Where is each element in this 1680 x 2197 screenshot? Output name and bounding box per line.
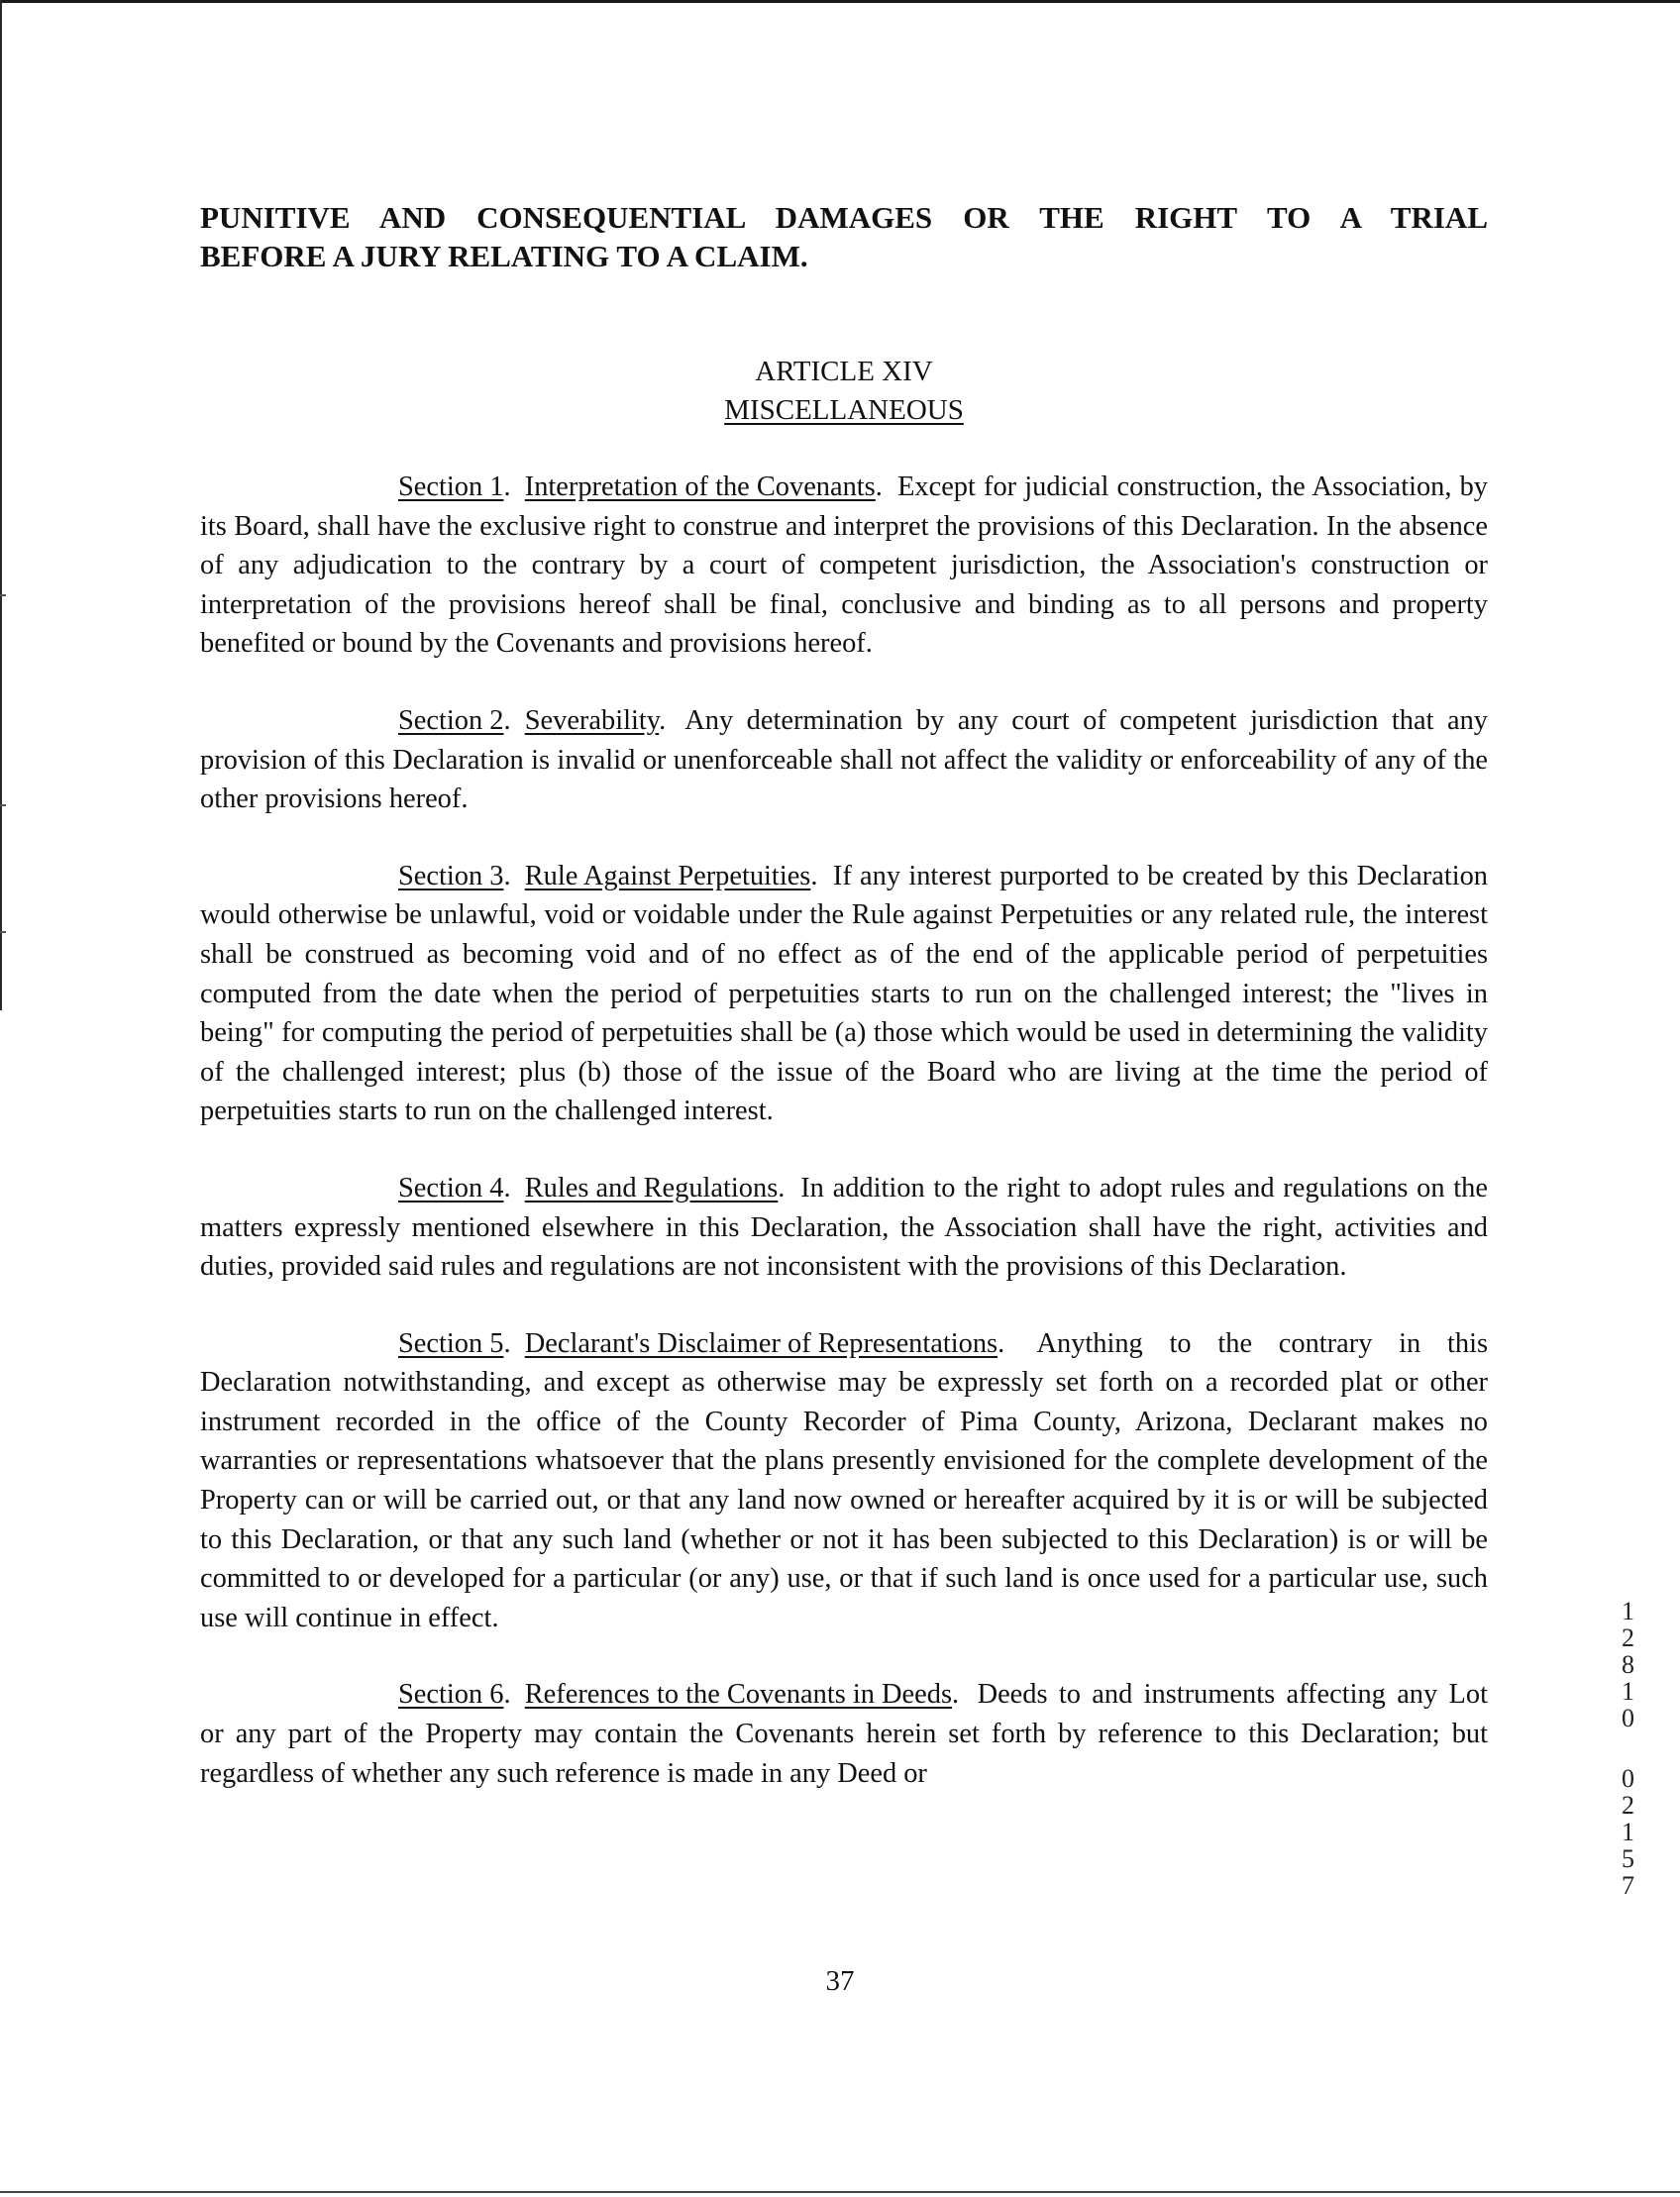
- stamp-page: 02157: [1614, 1763, 1642, 1898]
- document-page: [200, 198, 1488, 1793]
- heading-line-1: PUNITIVE AND CONSEQUENTIAL DAMAGES OR THE RIGHT TO A TRIAL: [200, 200, 1488, 235]
- scan-border-left: [0, 0, 2, 1010]
- section-1: Section 1. Interpretation of the Covenants. Except for judicial construction, the Association, by its Board, shall have the exclusive right to construe and interpret the provisions of this Declaration. In the absence of any adjudication to the contrary by a court of competent jurisdiction, the Association's construction or interpretation of the provisions hereof shall be final, conclusive and binding as to all persons and property benefited or bound by the Covenants and provisions hereof.: [200, 471, 1488, 660]
- section-label: Section 2: [398, 704, 504, 736]
- continued-heading: [200, 198, 1488, 275]
- section-title: Rule Against Perpetuities: [524, 860, 811, 891]
- section-label: Section 1: [398, 471, 504, 502]
- sections-list: [200, 468, 1488, 1793]
- page-number: 37: [825, 1965, 855, 1997]
- stamp-docket: 12810: [1614, 1596, 1642, 1730]
- scan-mark: [0, 594, 6, 596]
- section-body: Any determination by any court of competent jurisdiction that any provision of this Declaration is invalid or unenforceable shall not affect the validity or enforceability of any of the other provisions hereof.: [200, 704, 1488, 815]
- section-4: Section 4. Rules and Regulations. In addition to the right to adopt rules and regulations on the matters expressly mentioned elsewhere in this Declaration, the Association shall have the right, activities and duties, provided said rules and regulations are not inconsistent with the provisions of this Declaration.: [200, 1172, 1488, 1283]
- section-title: Interpretation of the Covenants: [524, 471, 876, 502]
- section-body: Except for judicial construction, the Association, by its Board, shall have the exclusive right to construe and interpret the provisions of this Declaration. In the absence of any adjudication to the contrary by a court of competent jurisdiction, the Association's construction or interpretation of the provisions hereof shall be final, conclusive and binding as to all persons and property benefited or bound by the Covenants and provisions hereof.: [200, 471, 1488, 660]
- section-body: If any interest purported to be created by this Declaration would otherwise be unlawful, void or voidable under the Rule against Perpetuities or any related rule, the interest shall be construed as becoming void and of no effect as of the end of the applicable period of perpetuities computed from the date when the period of perpetuities starts to run on the challenged interest; the "lives in being" for computing the period of perpetuities shall be (a) those which would be used in determining the validity of the challenged interest; plus (b) those of the issue of the Board who are living at the time the period of perpetuities starts to run on the challenged interest.: [200, 860, 1488, 1127]
- section-label: Section 3: [398, 860, 504, 891]
- scan-border-top: [0, 0, 1680, 3]
- section-body: In addition to the right to adopt rules and regulations on the matters expressly mentioned elsewhere in this Declaration, the Association shall have the right, activities and duties, provided said rules and regulations are not inconsistent with the provisions of this Declaration.: [200, 1172, 1488, 1283]
- section-title: References to the Covenants in Deeds: [524, 1679, 952, 1711]
- scan-border-bottom: [0, 2191, 1680, 2193]
- scan-mark: [0, 931, 6, 933]
- section-title: Declarant's Disclaimer of Representations: [524, 1327, 998, 1359]
- scan-mark: [0, 804, 6, 806]
- article-title: MISCELLANEOUS: [724, 394, 964, 426]
- section-label: Section 6: [398, 1679, 504, 1711]
- section-title: Severability: [524, 704, 660, 736]
- section-label: Section 5: [398, 1327, 504, 1359]
- section-label: Section 4: [398, 1172, 504, 1203]
- section-5: Section 5. Declarant's Disclaimer of Representations. Anything to the contrary in this Declaration notwithstanding, and except as otherwise may be expressly set forth on a recorded plat or other instrument recorded in the office of the County Recorder of Pima County, Arizona, Declarant makes no warranties or representations whatsoever that the plans presently envisioned for the complete development of the Property can or will be carried out, or that any land now owned or hereafter acquired by it is or will be subjected to this Declaration, or that any such land (whether or not it has been subjected to this Declaration) is or will be committed to or developed for a particular (or any) use, or that if such land is once used for a particular use, such use will continue in effect.: [200, 1327, 1489, 1633]
- section-2: Section 2. Severability. Any determination by any court of competent jurisdiction that any provision of this Declaration is invalid or unenforceable shall not affect the validity or enforceability of any of the other provisions hereof.: [200, 704, 1488, 815]
- section-body: Deeds to and instruments affecting any Lot or any part of the Property may contain the Covenants herein set forth by reference to this Declaration; but regardless of whether any such reference is made in any Deed or: [200, 1679, 1488, 1789]
- section-3: Section 3. Rule Against Perpetuities. If any interest purported to be created by this Declaration would otherwise be unlawful, void or voidable under the Rule against Perpetuities or any related rule, the interest shall be construed as becoming void and of no effect as of the end of the applicable period of perpetuities computed from the date when the period of perpetuities starts to run on the challenged interest; the "lives in being" for computing the period of perpetuities shall be (a) those which would be used in determining the validity of the challenged interest; plus (b) those of the issue of the Board who are living at the time the period of perpetuities starts to run on the challenged interest.: [200, 860, 1488, 1127]
- section-6: Section 6. References to the Covenants in Deeds. Deeds to and instruments affecting any Lot or any part of the Property may contain the Covenants herein set forth by reference to this Declaration; but regardless of whether any such reference is made in any Deed or: [200, 1679, 1488, 1789]
- recording-stamp: [1603, 1589, 1652, 1910]
- section-title: Rules and Regulations: [524, 1172, 779, 1203]
- article-number: ARTICLE XIV: [755, 356, 933, 387]
- heading-line-2: BEFORE A JURY RELATING TO A CLAIM.: [200, 239, 808, 273]
- section-body: Anything to the contrary in this Declaration notwithstanding, and except as otherwise may be expressly set forth on a recorded plat or other instrument recorded in the office of the County Recorder of Pima County, Arizona, Declarant makes no warranties or representations whatsoever that the plans presently envisioned for the complete development of the Property can or will be carried out, or that any land now owned or hereafter acquired by it is or will be subjected to this Declaration, or that any such land (whether or not it has been subjected to this Declaration) is or will be committed to or developed for a particular (or any) use, or that if such land is once used for a particular use, such use will continue in effect.: [200, 1327, 1489, 1633]
